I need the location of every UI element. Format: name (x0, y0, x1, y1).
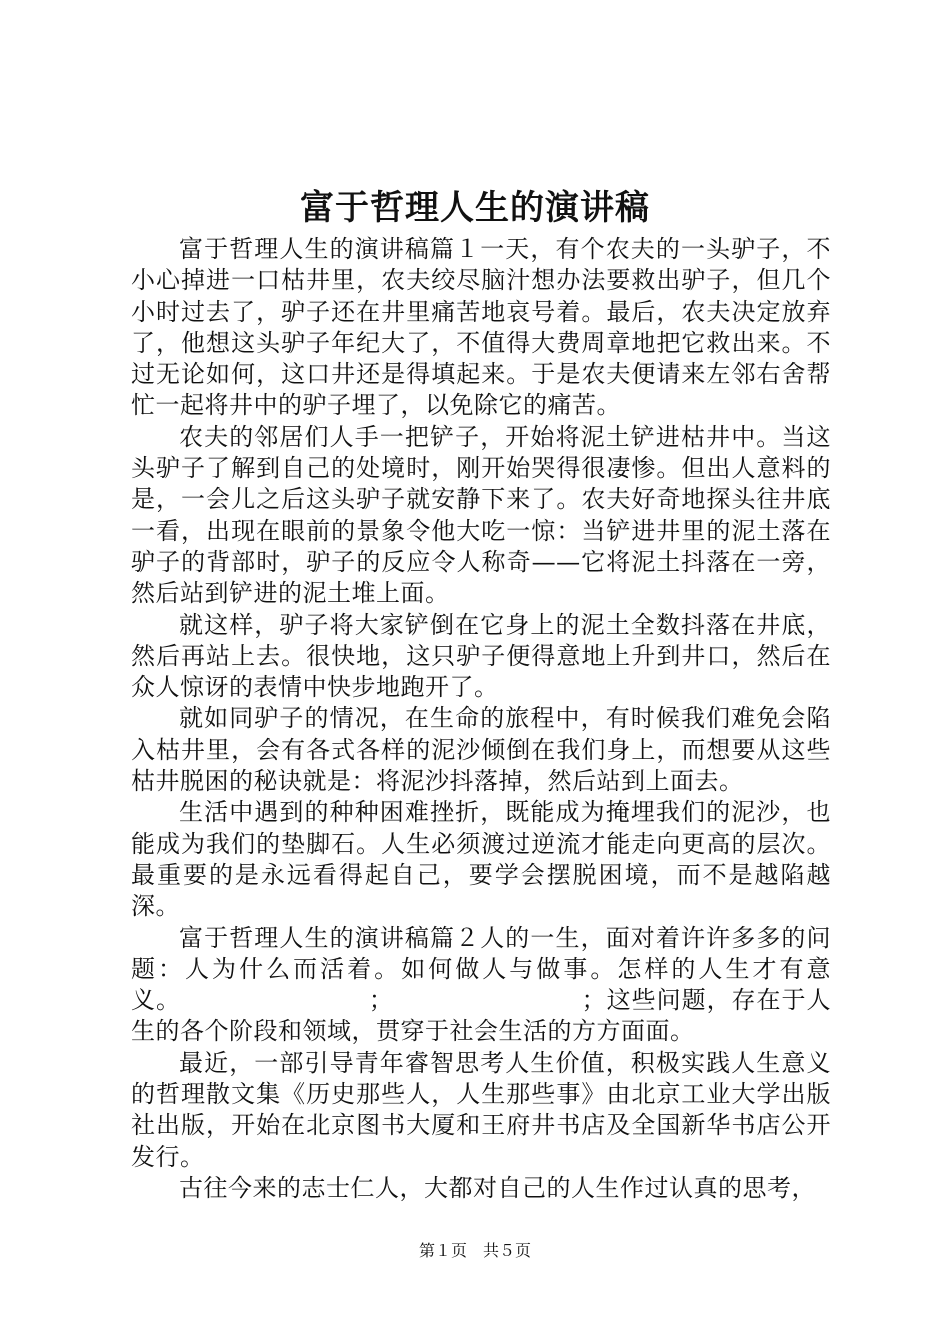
document-title: 富于哲理人生的演讲稿 (300, 188, 650, 228)
paragraph: 古往今来的志士仁人，大都对自己的人生作过认真的思考， (179, 1173, 816, 1202)
paragraph: 农夫的邻居们人手一把铲子，开始将泥土铲进枯井中。当这头驴子了解到自己的处境时，刚开始哭得很凄惨。但出人意料的是，一会儿之后这头驴子就安静下来了。农夫好奇地探头往井底一看，出现在眼前的景象令他大吃一惊：当铲进井里的泥土落在驴子的背部时，驴子的反应令人称奇——它将泥土抖落在一旁，然后站到铲进的泥土堆上面。 (131, 422, 831, 608)
paragraph: 最近，一部引导青年睿智思考人生价值，积极实践人生意义的哲理散文集《历史那些人，人生那些事》由北京工业大学出版社出版，开始在北京图书大厦和王府井书店及全国新华书店公开发行。 (131, 1048, 831, 1171)
document-body (131, 234, 831, 1204)
paragraph: 富于哲理人生的演讲稿篇２人的一生，面对着许许多多的问题：人为什么而活着。如何做人与做事。怎样的人生才有意义。 ； ；这些问题，存在于人生的各个阶段和领域，贯穿于社会生活的方方面面。 (131, 923, 831, 1046)
paragraph: 就如同驴子的情况，在生命的旅程中，有时候我们难免会陷入枯井里，会有各式各样的泥沙倾倒在我们身上，而想要从这些枯井脱困的秘诀就是：将泥沙抖落掉，然后站到上面去。 (131, 704, 831, 796)
paragraph: 富于哲理人生的演讲稿篇１一天，有个农夫的一头驴子，不小心掉进一口枯井里，农夫绞尽脑汁想办法要救出驴子，但几个小时过去了，驴子还在井里痛苦地哀号着。最后，农夫决定放弃了，他想这头驴子年纪大了，不值得大费周章地把它救出来。不过无论如何，这口井还是得填起来。于是农夫便请来左邻右舍帮忙一起将井中的驴子埋了，以免除它的痛苦。 (131, 235, 831, 420)
page-number-footer: 第１页 共５页 (418, 1241, 531, 1260)
paragraph: 就这样，驴子将大家铲倒在它身上的泥土全数抖落在井底，然后再站上去。很快地，这只驴子便得意地上升到井口，然后在众人惊讶的表情中快步地跑开了。 (131, 610, 831, 702)
paragraph: 生活中遇到的种种困难挫折，既能成为掩埋我们的泥沙，也能成为我们的垫脚石。人生必须渡过逆流才能走向更高的层次。最重要的是永远看得起自己，要学会摆脱困境，而不是越陷越深。 (131, 798, 831, 921)
